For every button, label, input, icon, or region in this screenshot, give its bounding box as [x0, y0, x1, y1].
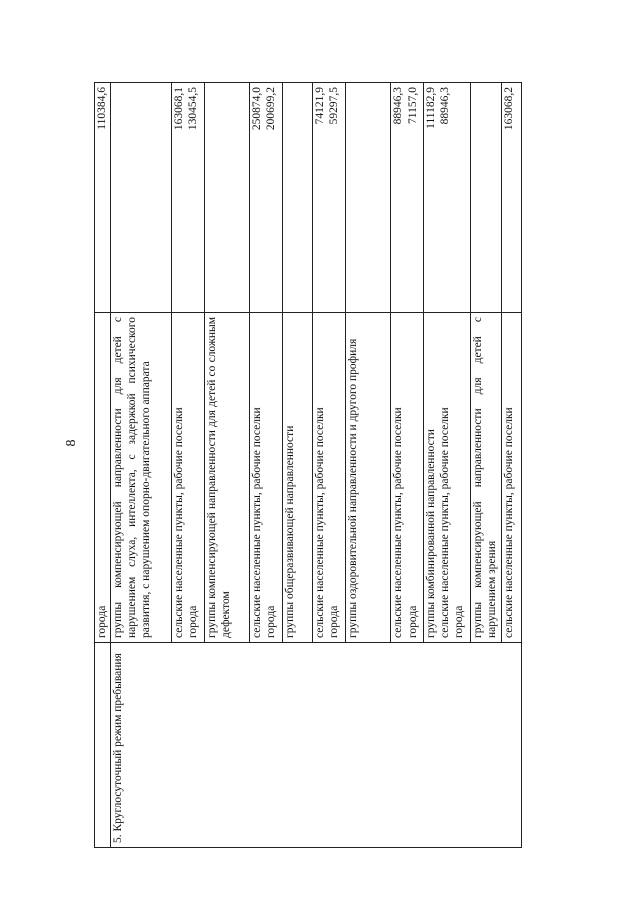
category-label: города [265, 605, 278, 638]
category-cell [470, 313, 502, 643]
mode-label: 5. Круглосуточный режим пребывания [112, 653, 125, 843]
category-label: города [328, 605, 341, 638]
category-cell [95, 313, 111, 643]
category-label: группы компенсирующей направленности для детей с нарушением зрения [471, 317, 498, 638]
value-text: 200699,2 [265, 87, 278, 131]
value-cell [502, 83, 522, 313]
category-cell [345, 313, 391, 643]
category-cell [282, 313, 312, 643]
value-text: 59297,5 [328, 87, 341, 125]
category-cell [172, 313, 205, 643]
rotated-table-container [94, 83, 522, 848]
category-label: сельские населенные пункты, рабочие поселки [439, 407, 452, 638]
table-row [95, 83, 111, 848]
value-text: 111182,9 [425, 87, 438, 129]
category-cell [424, 313, 471, 643]
value-cell [345, 83, 391, 313]
value-text: 88946,3 [392, 87, 405, 125]
category-cell [313, 313, 346, 643]
category-label: сельские населенные пункты, рабочие поселки [503, 407, 516, 638]
value-cell [111, 83, 172, 313]
value-cell [313, 83, 346, 313]
value-cell [424, 83, 471, 313]
page-number: 8 [64, 439, 79, 447]
value-cell [95, 83, 111, 313]
table-row [111, 83, 172, 848]
value-text: 88946,3 [439, 87, 452, 125]
value-cell [470, 83, 502, 313]
value-cell [391, 83, 424, 313]
category-label: группы компенсирующей направленности для детей с нарушением слуха, интеллекта, с задержкой психического развития, с нарушением опорно-двигательного аппарата [112, 317, 153, 638]
category-label: города [187, 605, 200, 638]
value-text: 130454,5 [187, 87, 200, 131]
category-label: группы компенсирующей направленности для детей со сложным дефектом [205, 317, 232, 638]
value-text: 74121,9 [314, 87, 327, 125]
value-cell [250, 83, 283, 313]
category-cell [502, 313, 522, 643]
category-label: группы общеразвивающей направленности [283, 425, 296, 638]
category-cell [250, 313, 283, 643]
mode-cell [111, 643, 522, 848]
category-label: группы комбинированной направленности [425, 429, 438, 638]
category-label: сельские населенные пункты, рабочие поселки [173, 407, 186, 638]
value-cell [172, 83, 205, 313]
category-label: города [453, 605, 466, 638]
value-text: 250874,0 [251, 87, 264, 131]
mode-empty-cell [95, 643, 111, 848]
category-label: сельские населенные пункты, рабочие поселки [314, 407, 327, 638]
value-text: 163068,1 [173, 87, 186, 131]
value-cell [282, 83, 312, 313]
category-label: сельские населенные пункты, рабочие поселки [251, 407, 264, 638]
tariff-table [94, 82, 522, 848]
category-label: города [406, 605, 419, 638]
category-label: сельские населенные пункты, рабочие поселки [392, 407, 405, 638]
value-text: 110384,6 [96, 87, 108, 130]
category-cell [111, 313, 172, 643]
category-label: города [96, 605, 108, 638]
category-label: группы оздоровительной направленности и другого профиля [346, 338, 359, 638]
value-text: 163068,2 [503, 87, 516, 131]
value-cell [204, 83, 250, 313]
value-text: 71157,0 [406, 87, 419, 124]
category-cell [204, 313, 250, 643]
category-cell [391, 313, 424, 643]
